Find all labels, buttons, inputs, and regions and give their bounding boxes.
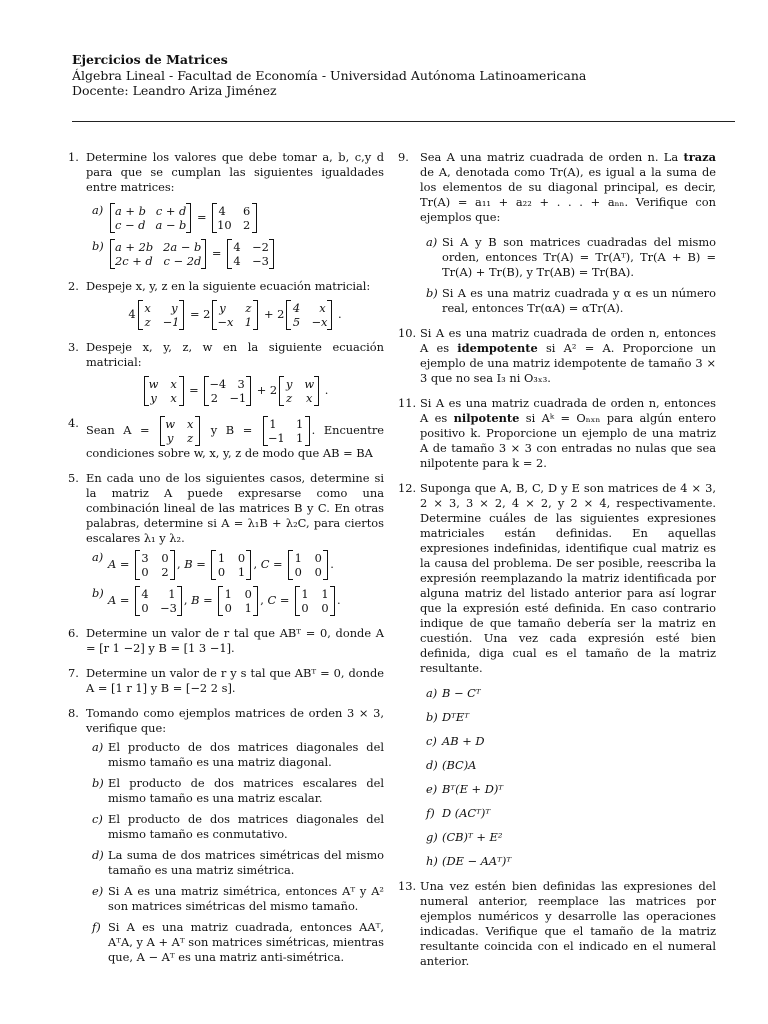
exercise-text: Sea A una matriz cuadrada de orden n. La traza de A, denotada como Tr(A), es igual a la suma de los elementos de su diagonal principal, es decir, Tr(A) = a₁₁ + a₂₂ + . . . + aₙₙ. Verifique con ejemplos que:: [420, 150, 716, 224]
exercise-2: [68, 279, 384, 330]
exercise-number: 2.: [68, 279, 79, 293]
matrix-equation: w x y x = −4 3 2 −1 + 2 y w z x .: [86, 376, 384, 406]
exercise-10: [398, 326, 716, 386]
exercise-9: [398, 150, 716, 316]
exercise-13: [398, 879, 716, 969]
expression-d: d) (BC)A: [426, 758, 477, 772]
right-column: [398, 150, 716, 979]
exercise-number: 7.: [68, 666, 79, 680]
matrix: a + b c + d c − d a − b: [110, 203, 191, 233]
exercise-text: Determine un valor de r y s tal que ABᵀ = 0, donde A = [1 r 1] y B = [−2 2 s].: [86, 666, 384, 695]
exercise-text: Tomando como ejemplos matrices de orden 3 × 3, verifique que:: [86, 706, 384, 735]
exercise-1b: b) a + 2b 2a − b 2c + d c − 2d = 4 −2 4 −3: [86, 239, 384, 269]
exercise-number: 1.: [68, 150, 79, 164]
expression-a: a) B − Cᵀ: [426, 686, 481, 700]
exercise-number: 13.: [398, 879, 417, 893]
exercise-8d: d) La suma de dos matrices simétricas del mismo tamaño es una matriz simétrica.: [92, 848, 384, 877]
exercise-text: En cada uno de los siguientes casos, determine si la matriz A puede expresarse como una combinación lineal de las matrices B y C. En otras palabras, determine si A = λ₁B + λ₂C, para ciertos escalares λ₁ y λ₂.: [86, 471, 384, 545]
exercise-text: Determine un valor de r tal que ABᵀ = 0, donde A = [r 1 −2] y B = [1 3 −1].: [86, 626, 384, 655]
expression-e: e) Bᵀ(E + D)ᵀ: [426, 782, 504, 796]
exercise-12: [398, 481, 716, 869]
exercise-8a: a) El producto de dos matrices diagonales del mismo tamaño es una matriz diagonal.: [92, 740, 384, 769]
exercise-8c: c) El producto de dos matrices diagonales del mismo tamaño es conmutativo.: [92, 812, 384, 841]
exercise-number: 3.: [68, 340, 79, 354]
exercise-9a: a) Si A y B son matrices cuadradas del mismo orden, entonces Tr(A) = Tr(Aᵀ), Tr(A + B) = Tr(A) + Tr(B), y Tr(AB) = Tr(BA).: [426, 235, 716, 279]
exercise-number: 6.: [68, 626, 79, 640]
expression-c: c) AB + D: [426, 734, 485, 748]
expression-h: h) (DE − AAᵀ)ᵀ: [426, 854, 512, 868]
exercise-number: 8.: [68, 706, 79, 720]
expression-b: b) DᵀEᵀ: [426, 710, 470, 724]
sub-label: b): [92, 239, 104, 253]
exercise-text: Si A es una matriz cuadrada de orden n, entonces A es idempotente si A² = A. Proporcione un ejemplo de una matriz idempotente de tamaño 3 × 3 que no sea I₃ ni O₃ₓ₃.: [420, 326, 716, 385]
exercise-8e: e) Si A es una matriz simétrica, entonces Aᵀ y A² son matrices simétricas del mismo tamaño.: [92, 884, 384, 913]
exercise-9b: b) Si A es una matriz cuadrada y α es un número real, entonces Tr(αA) = αTr(A).: [426, 286, 716, 315]
exercise-number: 11.: [398, 396, 417, 410]
exercise-number: 12.: [398, 481, 417, 495]
exercise-6: [68, 626, 384, 656]
exercise-1a: a) a + b c + d c − d a − b = 4 6 10 2: [86, 203, 384, 233]
exercise-text: Si A es una matriz cuadrada de orden n, entonces A es nilpotente si Aᵏ = Oₙₓₙ para algún entero positivo k. Proporcione un ejemplo de una matriz A de tamaño 3 × 3 con entradas no nulas que sea nilpotente para k = 2.: [420, 396, 716, 470]
exercise-number: 9.: [398, 150, 409, 164]
exercise-11: [398, 396, 716, 471]
matrix: 4 −2 4 −3: [227, 239, 274, 269]
exercise-5a: a) A = 3 0 0 2 , B = 1 0 0 1 , C = 1 0 0 0 .: [92, 550, 334, 579]
left-column: [68, 150, 384, 975]
exercise-text: Despeje x, y, z en la siguiente ecuación matricial:: [86, 279, 371, 293]
exercise-text: Sean A = w x y z y B = 1 1 −1 1 . Encuentre condiciones sobre w, x, y, z de modo que AB = BA: [86, 417, 385, 460]
exercise-text: Suponga que A, B, C, D y E son matrices de 4 × 3, 2 × 3, 3 × 2, 4 × 2, y 2 × 4, respectivamente. Determine cuáles de las siguientes expresiones matriciales están definidas. En aquellas expresiones indefinidas, identifique cual matriz es la causa del problema. De ser posible, reescriba la expresión reemplazando la matriz identificada por alguna matriz del listado anterior para así lograr que la expresión esté definida. En caso contrario indique de que tamaño debería ser la matriz en cuestión. Una vez cada expresión esté bien definida, diga cual es el tamaño de la matriz resultante.: [420, 481, 716, 675]
sub-label: a): [92, 203, 104, 217]
matrix: a + 2b 2a − b 2c + d c − 2d: [110, 239, 206, 269]
document-title: Ejercicios de Matrices: [72, 52, 228, 67]
teacher-name: Docente: Leandro Ariza Jiménez: [72, 83, 277, 98]
exercise-4: [68, 416, 384, 461]
document-header: [72, 52, 586, 99]
exercise-text: Despeje x, y, z, w en la siguiente ecuación matricial:: [86, 340, 384, 369]
header-divider: [72, 121, 735, 122]
exercise-7: [68, 666, 384, 696]
document-subtitle: Álgebra Lineal - Facultad de Economía - Universidad Autónoma Latinoamericana: [72, 67, 587, 83]
exercise-8: [68, 706, 384, 965]
exercise-5: [68, 471, 384, 616]
exercise-8f: f) Si A es una matriz cuadrada, entonces AAᵀ, AᵀA, y A + Aᵀ son matrices simétricas, mientras que, A − Aᵀ es una matriz anti-simétrica.: [92, 920, 384, 964]
exercise-text: Una vez estén bien definidas las expresiones del numeral anterior, reemplace las matrices por ejemplos numéricos y desarrolle las operaciones indicadas. Verifique que el tamaño de la matriz resultante coincida con el indicado en el numeral anterior.: [420, 879, 716, 968]
matrix-equation: 4 x y z −1 = 2 y z −x 1 + 2 4 x 5 −x .: [128, 301, 342, 329]
exercise-3: [68, 340, 384, 406]
exercise-8b: b) El producto de dos matrices escalares del mismo tamaño es una matriz escalar.: [92, 776, 384, 805]
exercise-number: 10.: [398, 326, 417, 340]
exercise-text: Determine los valores que debe tomar a, b, c,y d para que se cumplan las siguientes igualdades entre matrices:: [86, 150, 384, 194]
exercise-1: [68, 150, 384, 269]
exercise-number: 4.: [68, 416, 79, 430]
exercise-5b: b) A = 4 1 0 −3 , B = 1 0 0 1 , C = 1 1 0 0 .: [92, 586, 341, 615]
expression-f: f) D (ACᵀ)ᵀ: [426, 806, 491, 820]
matrix: 4 6 10 2: [212, 203, 257, 233]
expression-g: g) (CB)ᵀ + E²: [426, 830, 503, 844]
exercise-number: 5.: [68, 471, 79, 485]
